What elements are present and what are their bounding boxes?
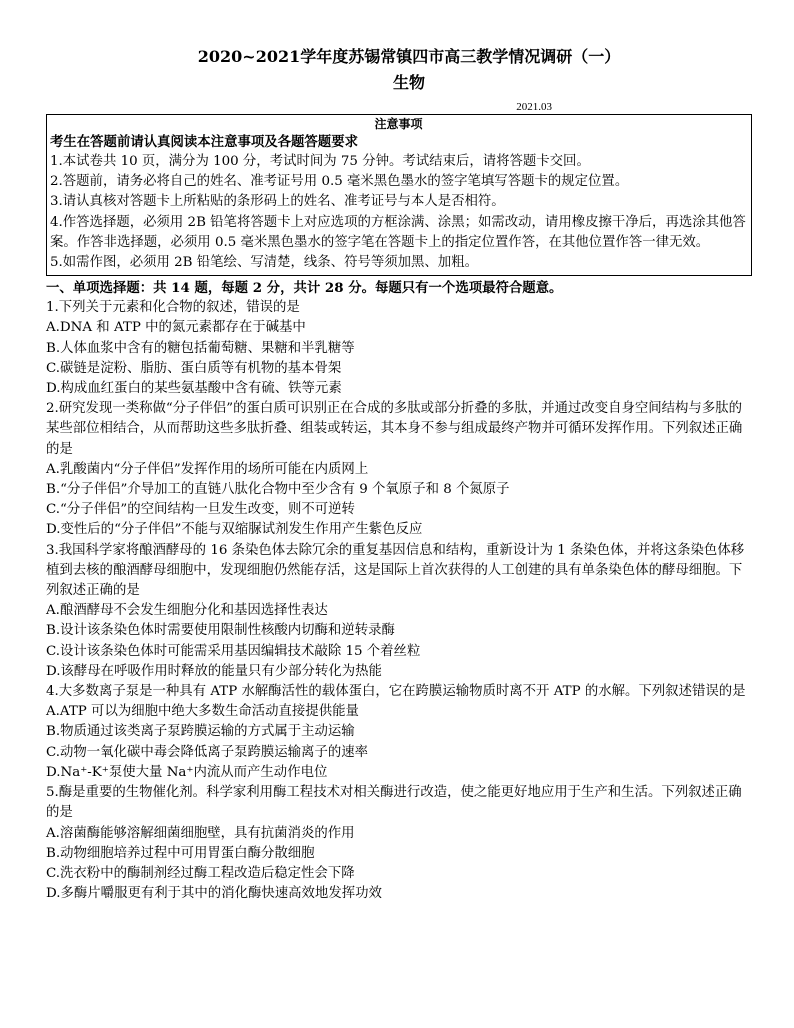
question-5 [46,783,752,904]
question-option: D.变性后的“分子伴侣”不能与双缩脲试剂发生作用产生紫色反应 [46,522,423,538]
notice-item: 1.本试卷共 10 页，满分为 100 分，考试时间为 75 分钟。考试结束后，请将答题卡交回。 [50,154,590,169]
question-option: C.碳链是淀粉、脂肪、蛋白质等有机物的基本骨架 [46,360,342,376]
notice-title: 注意事项 [374,117,423,131]
notice-heading: 考生在答题前请认真阅读本注意事项及各题答题要求 [50,134,358,150]
question-option: B.物质通过该类离子泵跨膜运输的方式属于主动运输 [46,724,355,740]
question-option: B.“分子伴侣”介导加工的直链八肽化合物中至少含有 9 个氧原子和 8 个氮原子 [46,482,510,498]
exam-date: 2021.03 [516,101,552,113]
question-option: A.溶菌酶能够溶解细菌细胞壁，具有抗菌消炎的作用 [46,825,355,841]
question-4 [46,682,752,783]
question-option: A.ATP 可以为细胞中绝大多数生命活动直接提供能量 [46,704,359,720]
question-stem: 2.研究发现一类称做“分子伴侣”的蛋白质可识别正在合成的多肽或部分折叠的多肽，并通过改变自身空间结构与多肽的某些部位相结合，从而帮助这些多肽折叠、组装或转运，其本身不参与组成最终产物并可循环发挥作用。下列叙述正确的是 [46,401,743,457]
notice-item: 2.答题前，请务必将自己的姓名、准考证号用 0.5 毫米黑色墨水的签字笔填写答题卡的规定位置。 [50,174,629,190]
exam-subject: 生物 [392,73,425,92]
exam-title: 2020~2021学年度苏锡常镇四市高三教学情况调研（一） [197,47,621,66]
question-option: A.酿酒酵母不会发生细胞分化和基因选择性表达 [46,603,328,619]
question-3 [46,541,752,682]
question-stem: 5.酶是重要的生物催化剂。科学家利用酶工程技术对相关酶进行改造，使之能更好地应用于生产和生活。下列叙述正确的是 [46,785,742,821]
question-option: C.洗衣粉中的酶制剂经过酶工程改造后稳定性会下降 [46,865,355,881]
question-option: D.构成血红蛋白的某些氨基酸中含有硫、铁等元素 [46,381,342,397]
question-option: C.设计该条染色体时可能需采用基因编辑技术敲除 15 个着丝粒 [46,643,421,659]
question-option: B.设计该条染色体时需要使用限制性核酸内切酶和逆转录酶 [46,623,395,639]
question-option: D.多酶片嚼服更有利于其中的消化酶快速高效地发挥功效 [46,886,382,902]
notice-item: 3.请认真核对答题卡上所粘贴的条形码上的姓名、准考证号与本人是否相符。 [50,194,505,210]
question-stem: 3.我国科学家将酿酒酵母的 16 条染色体去除冗余的重复基因信息和结构，重新设计为 1 条染色体，并将这条染色体移植到去核的酿酒酵母细胞中，发现细胞仍然能存活，这是国际上首次获得的人工创建的具有单条染色体的酵母细胞。下列叙述正确的是 [46,542,745,599]
question-1 [46,298,752,399]
question-option: C.动物一氧化碳中毒会降低离子泵跨膜运输离子的速率 [46,744,369,760]
notice-item: 5.如需作图，必须用 2B 铅笔绘、写清楚，线条、符号等须加黑、加粗。 [50,255,478,271]
section-heading: 一、单项选择题：共 14 题，每题 2 分，共计 28 分。每题只有一个选项最符合题意。 [46,280,563,297]
notice-item: 4.作答选择题，必须用 2B 铅笔将答题卡上对应选项的方框涂满、涂黑；如需改动，请用橡皮擦干净后，再选涂其他答案。作答非选择题，必须用 0.5 毫米黑色墨水的签字笔在答题卡上的指定位置作答，在其他位置作答一律无效。 [50,214,746,250]
question-option: D.Na⁺-K⁺泵使大量 Na⁺内流从而产生动作电位 [46,764,328,780]
question-option: B.动物细胞培养过程中可用胃蛋白酶分散细胞 [46,845,315,861]
question-option: D.该酵母在呼吸作用时释放的能量只有少部分转化为热能 [46,663,382,679]
question-option: C.“分子伴侣”的空间结构一旦发生改变，则不可逆转 [46,502,355,518]
question-option: A.乳酸菌内“分子伴侣”发挥作用的场所可能在内质网上 [46,461,369,477]
question-option: B.人体血浆中含有的糖包括葡萄糖、果糖和半乳糖等 [46,340,355,356]
question-stem: 1.下列关于元素和化合物的叙述，错误的是 [46,300,300,316]
notice-box [46,114,752,276]
question-2 [46,399,752,540]
exam-page [46,46,752,904]
question-option: A.DNA 和 ATP 中的氮元素都存在于碱基中 [46,320,306,336]
question-stem: 4.大多数离子泵是一种具有 ATP 水解酶活性的载体蛋白，它在跨膜运输物质时离不开 ATP 的水解。下列叙述错误的是 [46,684,746,700]
